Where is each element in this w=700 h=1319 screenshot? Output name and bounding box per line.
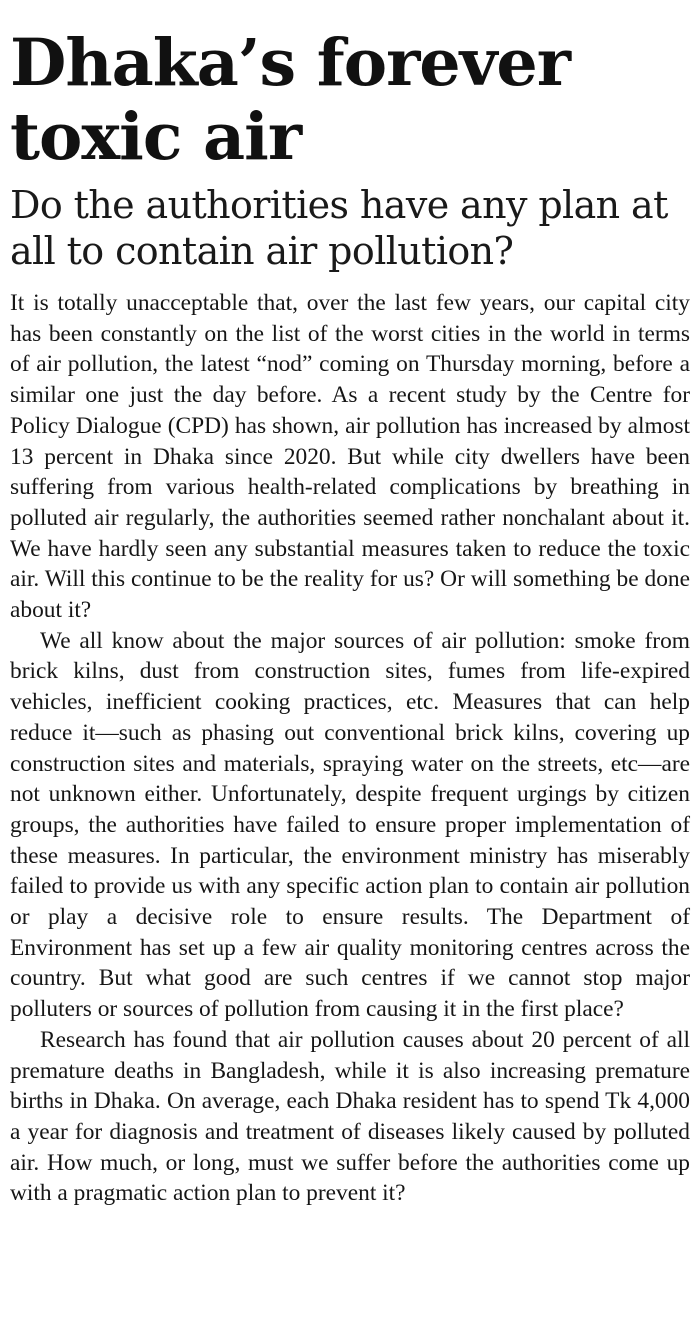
body-paragraph: It is totally unacceptable that, over the last few years, our capital city has been constantly on the list of the worst cities in the world in terms of air pollution, the latest “nod” coming on Thursday morning, before a similar one just the day before. As a recent study by the Centre for Policy Dialogue (CPD) has shown, air pollution has increased by almost 13 percent in Dhaka since 2020. But while city dwellers have been suffering from various health-related complications by breathing in polluted air regularly, the authorities seemed rather nonchalant about it. We have hardly seen any substantial measures taken to reduce the toxic air. Will this continue to be the reality for us? Or will something be done about it?	[10, 290, 690, 624]
headline: Dhaka’s forever toxic air	[10, 25, 571, 175]
body-paragraph: We all know about the major sources of air pollution: smoke from brick kilns, dust from construction sites, fumes from life-expired vehicles, inefficient cooking practices, etc. Measures that can help reduce it—such as phasing out conventional brick kilns, covering up construction sites and materials, spraying water on the streets, etc—are not unknown either. Unfortunately, despite frequent urgings by citizen groups, the authorities have failed to ensure proper implementation of these measures. In particular, the environment ministry has miserably failed to provide us with any specific action plan to contain air pollution or play a decisive role to ensure results. The Department of Environment has set up a few air quality monitoring centres across the country. But what good are such centres if we cannot stop major polluters or sources of pollution from causing it in the first place?	[10, 627, 690, 1023]
article-body	[10, 288, 690, 1209]
body-paragraph: Research has found that air pollution causes about 20 percent of all premature deaths in Bangladesh, while it is also increasing premature births in Dhaka. On average, each Dhaka resident has to spend Tk 4,000 a year for diagnosis and treatment of diseases likely caused by polluted air. How much, or long, must we suffer before the authorities come up with a pragmatic action plan to prevent it?	[10, 1026, 690, 1207]
subheadline: Do the authorities have any plan at all to contain air pollution?	[10, 183, 668, 273]
